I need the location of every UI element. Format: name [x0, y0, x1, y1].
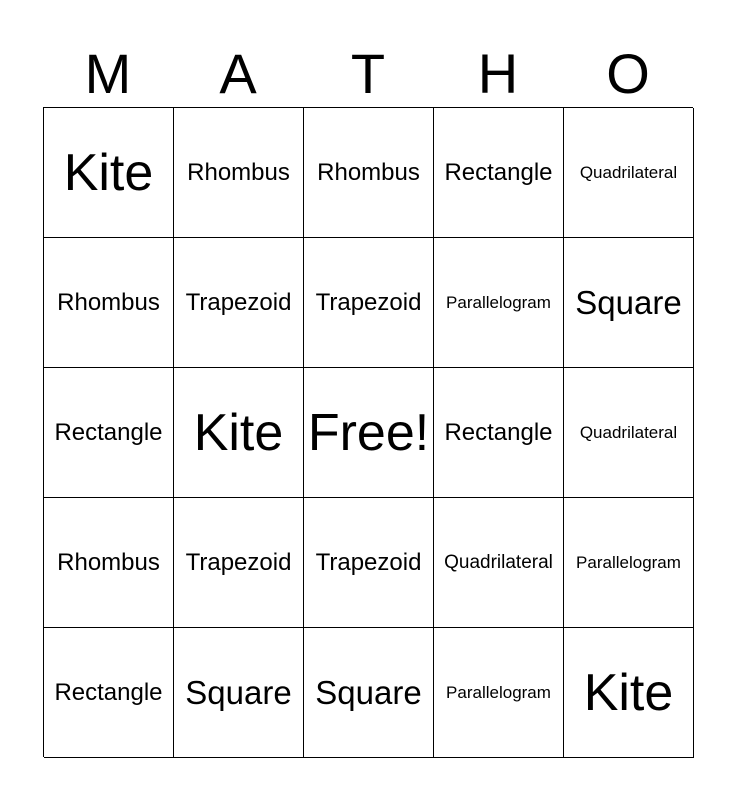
- bingo-cell[interactable]: Trapezoid: [304, 498, 434, 628]
- bingo-cell[interactable]: Rhombus: [304, 108, 434, 238]
- free-space-cell[interactable]: Free!: [304, 368, 434, 498]
- header-letter-m: M: [84, 42, 132, 105]
- bingo-cell[interactable]: Rectangle: [44, 368, 174, 498]
- bingo-cell[interactable]: Quadrilateral: [564, 108, 694, 238]
- bingo-board: [43, 107, 693, 757]
- bingo-cell[interactable]: Quadrilateral: [434, 498, 564, 628]
- bingo-cell[interactable]: Rhombus: [174, 108, 304, 238]
- bingo-cell[interactable]: Square: [564, 238, 694, 368]
- bingo-cell[interactable]: Rectangle: [44, 628, 174, 758]
- header-letter-o: O: [606, 42, 650, 105]
- bingo-header: [43, 40, 693, 108]
- bingo-cell[interactable]: Square: [304, 628, 434, 758]
- bingo-cell[interactable]: Kite: [174, 368, 304, 498]
- bingo-cell[interactable]: Kite: [564, 628, 694, 758]
- bingo-cell[interactable]: Square: [174, 628, 304, 758]
- bingo-cell[interactable]: Rhombus: [44, 238, 174, 368]
- bingo-cell[interactable]: Parallelogram: [434, 628, 564, 758]
- bingo-cell[interactable]: Trapezoid: [304, 238, 434, 368]
- header-letter-a: A: [219, 42, 257, 105]
- bingo-cell[interactable]: Quadrilateral: [564, 368, 694, 498]
- bingo-cell[interactable]: Parallelogram: [564, 498, 694, 628]
- bingo-cell[interactable]: Parallelogram: [434, 238, 564, 368]
- bingo-cell[interactable]: Kite: [44, 108, 174, 238]
- header-letter-t: T: [350, 42, 386, 105]
- bingo-cell[interactable]: Trapezoid: [174, 498, 304, 628]
- bingo-cell[interactable]: Rhombus: [44, 498, 174, 628]
- bingo-cell[interactable]: Trapezoid: [174, 238, 304, 368]
- bingo-cell[interactable]: Rectangle: [434, 368, 564, 498]
- header-letter-h: H: [477, 42, 519, 105]
- bingo-cell[interactable]: Rectangle: [434, 108, 564, 238]
